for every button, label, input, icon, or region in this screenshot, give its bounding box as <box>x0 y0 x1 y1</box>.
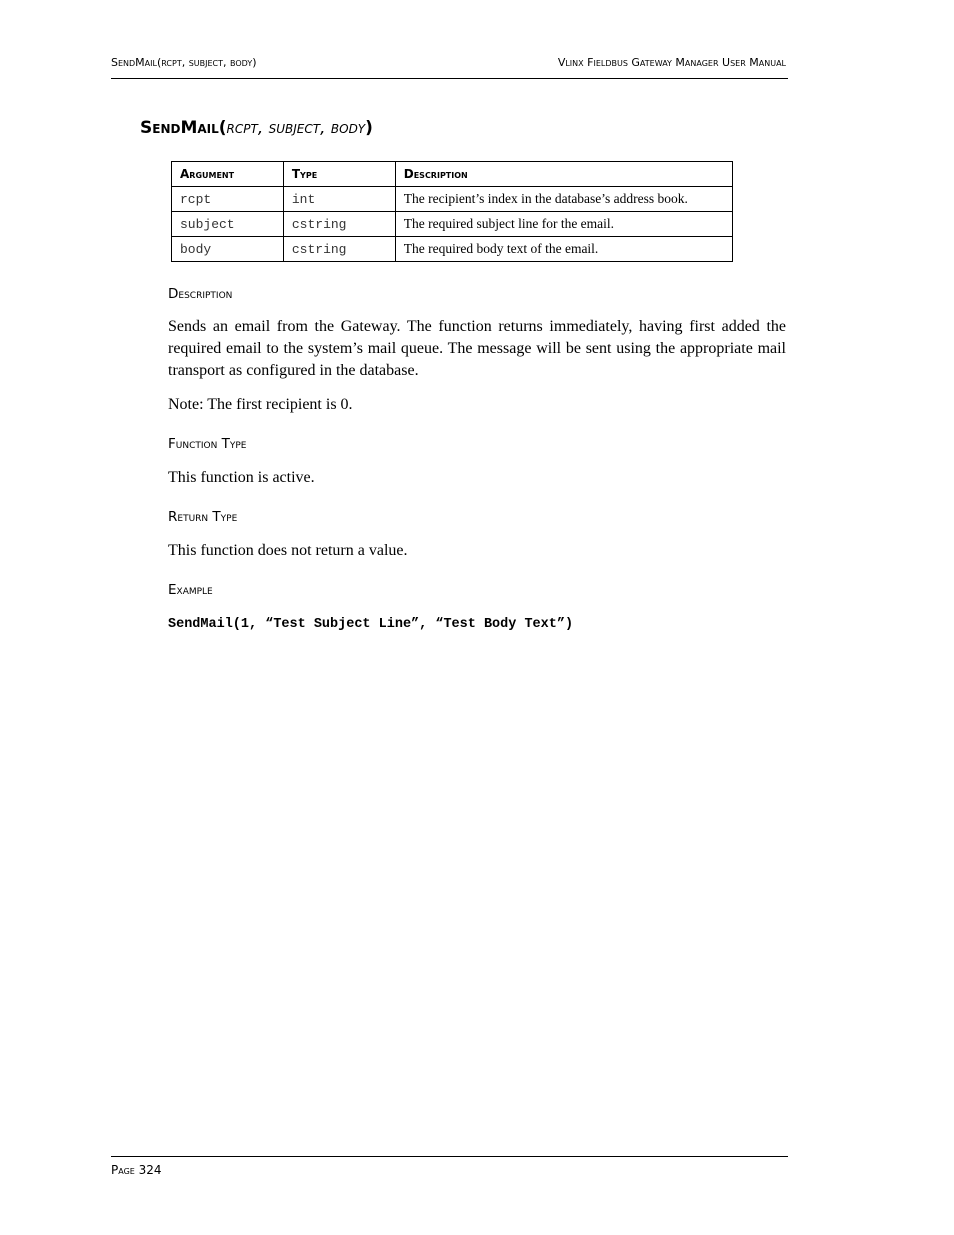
argument-cell: rcpt <box>172 187 284 212</box>
table-row <box>172 237 733 262</box>
argument-cell: subject <box>172 212 284 237</box>
function-close-paren: ) <box>365 118 373 138</box>
description-paragraph: Sends an email from the Gateway. The function returns immediately, having first added the required email to the system’s mail queue. The message will be sent using the appropriate mail transport as configured in the database. <box>168 318 786 379</box>
function-type-heading: Function Type <box>168 436 247 452</box>
function-name: SendMail( <box>140 118 227 138</box>
example-heading: Example <box>168 582 213 598</box>
function-title <box>140 118 373 138</box>
column-header-type: Type <box>283 162 395 187</box>
description-cell: The required subject line for the email. <box>395 212 732 237</box>
type-cell: cstring <box>283 212 395 237</box>
function-args: rcpt, subject, body <box>226 118 366 138</box>
column-header-description: Description <box>395 162 732 187</box>
header-right-text: Vlinx Fieldbus Gateway Manager User Manual <box>557 56 786 69</box>
arguments-table <box>171 161 733 262</box>
page-number: Page 324 <box>111 1163 162 1177</box>
table-header-row <box>172 162 733 187</box>
argument-cell: body <box>172 237 284 262</box>
table-row <box>172 212 733 237</box>
type-cell: int <box>283 187 395 212</box>
page-header <box>111 56 788 79</box>
column-header-argument: Argument <box>172 162 284 187</box>
description-cell: The required body text of the email. <box>395 237 732 262</box>
return-type-heading: Return Type <box>168 509 238 525</box>
header-left-text: SendMail(rcpt, subject, body) <box>111 56 257 69</box>
return-type-paragraph: This function does not return a value. <box>168 542 408 559</box>
description-cell: The recipient’s index in the database’s address book. <box>395 187 732 212</box>
table-row <box>172 187 733 212</box>
example-code: SendMail(1, “Test Subject Line”, “Test Body Text”) <box>168 617 574 632</box>
type-cell: cstring <box>283 237 395 262</box>
description-heading: Description <box>168 286 233 302</box>
function-type-paragraph: This function is active. <box>168 469 315 486</box>
page-footer <box>111 1156 788 1177</box>
note-paragraph: Note: The first recipient is 0. <box>168 396 353 413</box>
